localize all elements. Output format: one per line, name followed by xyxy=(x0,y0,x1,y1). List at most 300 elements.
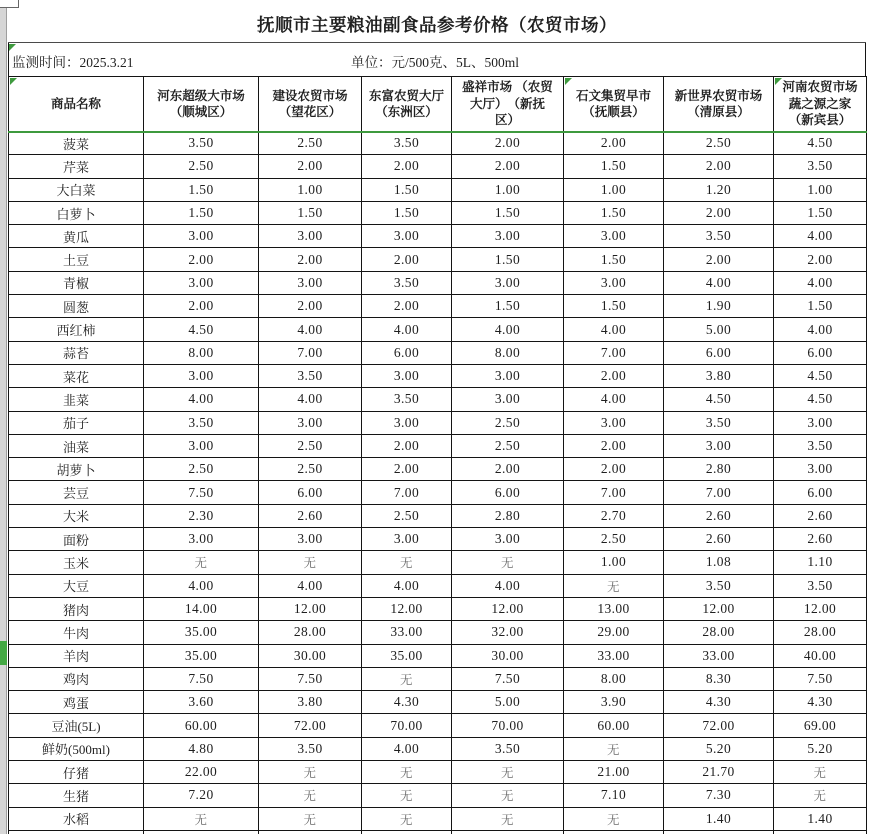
price-cell[interactable]: 无 xyxy=(564,737,664,760)
product-name-cell[interactable]: 圆葱 xyxy=(9,295,144,318)
product-name-cell[interactable]: 面粉 xyxy=(9,528,144,551)
price-cell[interactable]: 4.00 xyxy=(144,574,259,597)
column-header-market[interactable]: 河东超级大市场 （顺城区） xyxy=(144,77,259,132)
price-cell[interactable]: 无 xyxy=(362,667,452,690)
price-cell[interactable]: 2.60 xyxy=(664,528,774,551)
price-cell[interactable]: 1.00 xyxy=(564,178,664,201)
header-row xyxy=(9,77,867,132)
price-cell[interactable]: 7.00 xyxy=(259,341,362,364)
price-cell[interactable]: 72.00 xyxy=(259,714,362,737)
price-cell[interactable]: 2.30 xyxy=(144,504,259,527)
price-cell[interactable] xyxy=(144,830,259,834)
price-cell[interactable]: 5.20 xyxy=(774,737,867,760)
price-cell[interactable]: 3.00 xyxy=(144,434,259,457)
price-cell[interactable]: 7.00 xyxy=(564,481,664,504)
table-row xyxy=(9,737,867,760)
price-cell[interactable]: 28.00 xyxy=(259,621,362,644)
price-cell[interactable]: 无 xyxy=(774,761,867,784)
price-cell[interactable]: 3.00 xyxy=(564,411,664,434)
price-cell[interactable]: 2.50 xyxy=(564,528,664,551)
product-name-cell[interactable]: 大豆 xyxy=(9,574,144,597)
price-cell[interactable]: 30.00 xyxy=(452,644,564,667)
price-cell[interactable]: 7.50 xyxy=(774,667,867,690)
price-cell[interactable]: 3.80 xyxy=(664,364,774,387)
error-marker-icon xyxy=(775,78,782,85)
price-cell[interactable]: 35.00 xyxy=(362,644,452,667)
product-name-cell[interactable]: 土豆 xyxy=(9,248,144,271)
price-cell[interactable]: 3.50 xyxy=(362,388,452,411)
price-cell[interactable]: 12.00 xyxy=(774,597,867,620)
price-cell[interactable]: 2.50 xyxy=(144,155,259,178)
price-cell[interactable]: 4.00 xyxy=(362,574,452,597)
price-cell[interactable]: 无 xyxy=(452,551,564,574)
price-cell[interactable]: 无 xyxy=(774,784,867,807)
product-name-cell[interactable]: 胡萝卜 xyxy=(9,458,144,481)
table-row xyxy=(9,225,867,248)
price-cell[interactable]: 无 xyxy=(362,784,452,807)
product-name-cell[interactable]: 牛肉 xyxy=(9,621,144,644)
price-cell[interactable]: 3.00 xyxy=(452,225,564,248)
price-cell[interactable]: 4.00 xyxy=(564,318,664,341)
price-cell[interactable]: 无 xyxy=(564,574,664,597)
price-cell[interactable]: 3.00 xyxy=(452,271,564,294)
price-cell[interactable]: 2.00 xyxy=(259,295,362,318)
product-name-cell[interactable]: 蒜苔 xyxy=(9,341,144,364)
price-cell[interactable]: 70.00 xyxy=(362,714,452,737)
table-row xyxy=(9,667,867,690)
meta-row xyxy=(8,43,866,76)
price-cell[interactable]: 3.50 xyxy=(774,155,867,178)
price-cell[interactable]: 2.00 xyxy=(664,155,774,178)
table-row xyxy=(9,434,867,457)
price-cell[interactable]: 3.00 xyxy=(144,364,259,387)
price-cell[interactable]: 无 xyxy=(452,761,564,784)
price-cell[interactable]: 1.00 xyxy=(259,178,362,201)
price-cell[interactable] xyxy=(9,830,144,834)
price-cell[interactable]: 3.00 xyxy=(564,225,664,248)
price-cell[interactable]: 4.00 xyxy=(452,574,564,597)
product-name-cell[interactable]: 韭菜 xyxy=(9,388,144,411)
price-cell[interactable]: 3.50 xyxy=(144,132,259,155)
price-cell[interactable]: 3.00 xyxy=(452,528,564,551)
price-cell[interactable]: 3.00 xyxy=(259,528,362,551)
table-row xyxy=(9,364,867,387)
price-cell[interactable]: 3.50 xyxy=(144,411,259,434)
price-cell[interactable]: 4.50 xyxy=(144,318,259,341)
table-row xyxy=(9,574,867,597)
price-cell[interactable]: 5.00 xyxy=(452,691,564,714)
price-cell[interactable]: 3.50 xyxy=(259,364,362,387)
price-cell[interactable]: 1.50 xyxy=(564,248,664,271)
price-cell[interactable]: 4.00 xyxy=(259,318,362,341)
price-cell[interactable]: 2.00 xyxy=(144,295,259,318)
table-row xyxy=(9,318,867,341)
price-cell[interactable]: 4.00 xyxy=(144,388,259,411)
price-cell[interactable]: 2.00 xyxy=(362,248,452,271)
price-cell[interactable]: 无 xyxy=(362,551,452,574)
price-cell[interactable]: 28.00 xyxy=(664,621,774,644)
monitor-time-label[interactable]: 监测时间：2025.3.21 xyxy=(12,55,134,70)
column-header-product-name[interactable]: 商品名称 xyxy=(9,77,144,132)
price-cell[interactable]: 7.30 xyxy=(664,784,774,807)
price-cell[interactable]: 7.00 xyxy=(362,481,452,504)
price-cell[interactable]: 3.90 xyxy=(564,691,664,714)
price-cell[interactable]: 8.00 xyxy=(144,341,259,364)
price-cell[interactable]: 7.00 xyxy=(664,481,774,504)
table-row xyxy=(9,761,867,784)
price-cell[interactable] xyxy=(664,830,774,834)
price-cell[interactable]: 2.00 xyxy=(452,155,564,178)
sheet-content xyxy=(8,0,866,834)
price-cell[interactable]: 1.50 xyxy=(259,201,362,224)
product-name-cell[interactable]: 黄瓜 xyxy=(9,225,144,248)
price-cell[interactable]: 3.00 xyxy=(362,528,452,551)
price-cell[interactable]: 33.00 xyxy=(664,644,774,667)
table-row xyxy=(9,597,867,620)
price-cell[interactable]: 2.00 xyxy=(664,201,774,224)
price-cell[interactable]: 6.00 xyxy=(362,341,452,364)
price-cell[interactable]: 28.00 xyxy=(774,621,867,644)
table-row xyxy=(9,271,867,294)
price-cell[interactable]: 2.00 xyxy=(664,248,774,271)
price-cell[interactable]: 35.00 xyxy=(144,644,259,667)
product-name-cell[interactable]: 豆油(5L) xyxy=(9,714,144,737)
price-cell[interactable]: 33.00 xyxy=(564,644,664,667)
price-cell[interactable] xyxy=(362,830,452,834)
price-cell[interactable]: 1.40 xyxy=(664,807,774,830)
product-name-cell[interactable]: 玉米 xyxy=(9,551,144,574)
price-cell[interactable]: 72.00 xyxy=(664,714,774,737)
price-cell[interactable]: 7.20 xyxy=(144,784,259,807)
price-cell[interactable]: 1.50 xyxy=(362,201,452,224)
price-cell[interactable]: 3.50 xyxy=(362,271,452,294)
table-row xyxy=(9,458,867,481)
price-cell[interactable] xyxy=(259,830,362,834)
price-cell[interactable]: 2.50 xyxy=(664,132,774,155)
price-cell[interactable]: 2.00 xyxy=(774,248,867,271)
price-cell[interactable]: 6.00 xyxy=(664,341,774,364)
price-cell[interactable]: 4.00 xyxy=(774,318,867,341)
product-name-cell[interactable]: 大白菜 xyxy=(9,178,144,201)
price-cell[interactable]: 4.80 xyxy=(144,737,259,760)
price-cell[interactable]: 1.50 xyxy=(564,295,664,318)
price-cell[interactable]: 无 xyxy=(259,761,362,784)
price-cell[interactable]: 3.50 xyxy=(362,132,452,155)
price-cell[interactable]: 2.80 xyxy=(452,504,564,527)
table-row xyxy=(9,784,867,807)
table-row xyxy=(9,807,867,830)
price-cell[interactable]: 2.00 xyxy=(362,458,452,481)
price-cell[interactable]: 3.00 xyxy=(259,271,362,294)
product-name-cell[interactable]: 芹菜 xyxy=(9,155,144,178)
table-row xyxy=(9,411,867,434)
price-cell[interactable]: 1.50 xyxy=(144,178,259,201)
table-row xyxy=(9,201,867,224)
price-cell[interactable]: 12.00 xyxy=(664,597,774,620)
product-name-cell[interactable]: 菜花 xyxy=(9,364,144,387)
table-row xyxy=(9,132,867,155)
price-cell[interactable]: 3.00 xyxy=(452,364,564,387)
price-cell[interactable]: 22.00 xyxy=(144,761,259,784)
price-cell[interactable]: 3.00 xyxy=(564,271,664,294)
price-cell[interactable]: 7.50 xyxy=(144,667,259,690)
price-cell[interactable]: 8.30 xyxy=(664,667,774,690)
price-cell[interactable]: 1.08 xyxy=(664,551,774,574)
price-cell[interactable]: 7.50 xyxy=(259,667,362,690)
price-cell[interactable]: 3.00 xyxy=(362,225,452,248)
price-cell[interactable]: 7.10 xyxy=(564,784,664,807)
price-cell[interactable]: 1.50 xyxy=(452,201,564,224)
price-cell[interactable]: 无 xyxy=(259,784,362,807)
price-cell[interactable]: 1.40 xyxy=(774,807,867,830)
price-cell[interactable]: 4.00 xyxy=(259,388,362,411)
price-cell[interactable]: 2.00 xyxy=(362,434,452,457)
unit-label[interactable]: 单位：元/500克、5L、500ml xyxy=(351,55,519,70)
price-cell[interactable]: 2.50 xyxy=(259,434,362,457)
price-cell[interactable]: 2.60 xyxy=(774,528,867,551)
price-cell[interactable]: 1.50 xyxy=(564,201,664,224)
price-cell[interactable]: 8.00 xyxy=(564,667,664,690)
price-cell[interactable]: 4.50 xyxy=(774,132,867,155)
product-name-cell[interactable]: 西红柿 xyxy=(9,318,144,341)
price-cell[interactable]: 无 xyxy=(362,761,452,784)
price-cell[interactable]: 2.00 xyxy=(452,458,564,481)
price-cell[interactable] xyxy=(774,830,867,834)
price-cell[interactable]: 4.00 xyxy=(774,225,867,248)
column-header-market[interactable]: 东富农贸大厅 （东洲区） xyxy=(362,77,452,132)
price-cell[interactable]: 33.00 xyxy=(362,621,452,644)
price-cell[interactable]: 32.00 xyxy=(452,621,564,644)
product-name-cell[interactable]: 仔猪 xyxy=(9,761,144,784)
price-cell[interactable]: 2.80 xyxy=(664,458,774,481)
price-cell[interactable]: 13.00 xyxy=(564,597,664,620)
page-title: 抚顺市主要粮油副食品参考价格（农贸市场） xyxy=(257,14,617,35)
price-cell[interactable]: 4.00 xyxy=(774,271,867,294)
price-cell[interactable]: 69.00 xyxy=(774,714,867,737)
table-row xyxy=(9,155,867,178)
price-cell[interactable] xyxy=(452,830,564,834)
price-cell[interactable]: 12.00 xyxy=(452,597,564,620)
price-cell[interactable]: 3.80 xyxy=(259,691,362,714)
table-row xyxy=(9,248,867,271)
price-cell[interactable]: 1.00 xyxy=(452,178,564,201)
price-cell[interactable]: 1.20 xyxy=(664,178,774,201)
price-cell[interactable]: 无 xyxy=(452,784,564,807)
price-cell[interactable]: 8.00 xyxy=(452,341,564,364)
price-cell[interactable]: 1.50 xyxy=(452,295,564,318)
price-cell[interactable] xyxy=(564,830,664,834)
row-selection-indicator xyxy=(0,641,7,665)
price-cell[interactable]: 2.60 xyxy=(774,504,867,527)
price-cell[interactable]: 3.50 xyxy=(664,225,774,248)
price-cell[interactable]: 无 xyxy=(144,551,259,574)
price-cell[interactable]: 29.00 xyxy=(564,621,664,644)
price-table xyxy=(8,76,867,834)
price-cell[interactable]: 1.50 xyxy=(144,201,259,224)
price-cell[interactable]: 1.10 xyxy=(774,551,867,574)
price-cell[interactable]: 1.50 xyxy=(774,201,867,224)
price-cell[interactable]: 7.50 xyxy=(144,481,259,504)
product-name-cell[interactable]: 大米 xyxy=(9,504,144,527)
price-cell[interactable]: 2.00 xyxy=(362,155,452,178)
price-cell[interactable]: 2.00 xyxy=(564,132,664,155)
price-cell[interactable]: 4.00 xyxy=(362,737,452,760)
product-name-cell[interactable]: 鲜奶(500ml) xyxy=(9,737,144,760)
product-name-cell[interactable]: 生猪 xyxy=(9,784,144,807)
price-cell[interactable]: 1.00 xyxy=(774,178,867,201)
product-name-cell[interactable]: 羊肉 xyxy=(9,644,144,667)
price-cell[interactable]: 1.00 xyxy=(564,551,664,574)
price-cell[interactable]: 12.00 xyxy=(259,597,362,620)
price-cell[interactable]: 2.50 xyxy=(362,504,452,527)
price-cell[interactable]: 3.00 xyxy=(259,225,362,248)
price-cell[interactable]: 2.00 xyxy=(452,132,564,155)
price-cell[interactable]: 4.50 xyxy=(774,364,867,387)
product-name-cell[interactable]: 水稻 xyxy=(9,807,144,830)
price-cell[interactable]: 4.00 xyxy=(259,574,362,597)
row-header-gutter[interactable] xyxy=(0,0,7,834)
price-cell[interactable]: 3.50 xyxy=(452,737,564,760)
price-cell[interactable]: 3.00 xyxy=(362,411,452,434)
table-row xyxy=(9,830,867,834)
price-cell[interactable]: 3.50 xyxy=(774,434,867,457)
product-name-cell[interactable]: 油菜 xyxy=(9,434,144,457)
price-cell[interactable]: 无 xyxy=(259,551,362,574)
price-cell[interactable]: 7.50 xyxy=(452,667,564,690)
price-cell[interactable]: 2.50 xyxy=(452,434,564,457)
price-cell[interactable]: 2.70 xyxy=(564,504,664,527)
price-cell[interactable]: 2.60 xyxy=(664,504,774,527)
price-cell[interactable]: 6.00 xyxy=(452,481,564,504)
price-cell[interactable]: 3.50 xyxy=(774,574,867,597)
column-header-market[interactable]: 石文集贸早市 （抚顺县） xyxy=(564,77,664,132)
price-cell[interactable]: 4.30 xyxy=(362,691,452,714)
price-cell[interactable]: 4.00 xyxy=(664,271,774,294)
table-row xyxy=(9,504,867,527)
price-cell[interactable]: 4.00 xyxy=(564,388,664,411)
price-cell[interactable]: 4.00 xyxy=(452,318,564,341)
price-cell[interactable]: 3.50 xyxy=(259,737,362,760)
price-cell[interactable]: 70.00 xyxy=(452,714,564,737)
price-cell[interactable]: 3.60 xyxy=(144,691,259,714)
price-cell[interactable]: 无 xyxy=(144,807,259,830)
price-cell[interactable]: 4.00 xyxy=(362,318,452,341)
price-cell[interactable]: 21.00 xyxy=(564,761,664,784)
price-cell[interactable]: 4.50 xyxy=(774,388,867,411)
price-cell[interactable]: 60.00 xyxy=(564,714,664,737)
price-cell[interactable]: 无 xyxy=(564,807,664,830)
price-cell[interactable]: 7.00 xyxy=(564,341,664,364)
error-marker-icon xyxy=(10,78,17,85)
price-cell[interactable]: 5.20 xyxy=(664,737,774,760)
price-cell[interactable]: 2.00 xyxy=(362,295,452,318)
product-name-cell[interactable]: 白萝卜 xyxy=(9,201,144,224)
price-cell[interactable]: 1.50 xyxy=(774,295,867,318)
price-cell[interactable]: 3.50 xyxy=(664,574,774,597)
table-row xyxy=(9,621,867,644)
price-cell[interactable]: 5.00 xyxy=(664,318,774,341)
price-cell[interactable]: 2.50 xyxy=(144,458,259,481)
table-row xyxy=(9,341,867,364)
price-cell[interactable]: 60.00 xyxy=(144,714,259,737)
price-cell[interactable]: 2.60 xyxy=(259,504,362,527)
price-cell[interactable]: 2.00 xyxy=(564,434,664,457)
product-name-cell[interactable]: 鸡肉 xyxy=(9,667,144,690)
title-cell[interactable] xyxy=(8,0,866,43)
price-cell[interactable]: 6.00 xyxy=(774,481,867,504)
price-cell[interactable]: 2.50 xyxy=(259,132,362,155)
column-header-market[interactable]: 河南农贸市场 蔬之源之家 （新宾县） xyxy=(774,77,867,132)
error-marker-icon xyxy=(9,44,16,51)
price-cell[interactable]: 4.50 xyxy=(664,388,774,411)
table-row xyxy=(9,481,867,504)
column-header-market[interactable]: 新世界农贸市场 （清原县） xyxy=(664,77,774,132)
product-name-cell[interactable]: 鸡蛋 xyxy=(9,691,144,714)
price-cell[interactable]: 无 xyxy=(362,807,452,830)
table-row xyxy=(9,178,867,201)
product-name-cell[interactable]: 菠菜 xyxy=(9,132,144,155)
price-cell[interactable]: 35.00 xyxy=(144,621,259,644)
price-cell[interactable]: 2.50 xyxy=(452,411,564,434)
error-marker-icon xyxy=(565,78,572,85)
price-cell[interactable]: 21.70 xyxy=(664,761,774,784)
price-cell[interactable]: 无 xyxy=(452,807,564,830)
price-cell[interactable]: 2.50 xyxy=(259,458,362,481)
price-cell[interactable]: 1.90 xyxy=(664,295,774,318)
table-row xyxy=(9,528,867,551)
price-cell[interactable]: 3.00 xyxy=(144,225,259,248)
price-cell[interactable]: 3.00 xyxy=(144,528,259,551)
price-cell[interactable]: 无 xyxy=(259,807,362,830)
product-name-cell[interactable]: 青椒 xyxy=(9,271,144,294)
price-cell[interactable]: 2.00 xyxy=(564,458,664,481)
price-cell[interactable]: 1.50 xyxy=(452,248,564,271)
price-cell[interactable]: 3.00 xyxy=(259,411,362,434)
price-cell[interactable]: 3.00 xyxy=(774,411,867,434)
price-cell[interactable]: 3.00 xyxy=(774,458,867,481)
table-row xyxy=(9,295,867,318)
product-name-cell[interactable]: 猪肉 xyxy=(9,597,144,620)
table-row xyxy=(9,551,867,574)
price-cell[interactable]: 1.50 xyxy=(564,155,664,178)
column-header-market[interactable]: 建设农贸市场 （望花区） xyxy=(259,77,362,132)
price-cell[interactable]: 6.00 xyxy=(259,481,362,504)
table-row xyxy=(9,388,867,411)
price-cell[interactable]: 2.00 xyxy=(259,248,362,271)
price-cell[interactable]: 2.00 xyxy=(564,364,664,387)
column-header-market[interactable]: 盛祥市场 （农贸 大厅） （新抚 区） xyxy=(452,77,564,132)
price-cell[interactable]: 40.00 xyxy=(774,644,867,667)
price-cell[interactable]: 3.50 xyxy=(664,411,774,434)
table-row xyxy=(9,691,867,714)
price-cell[interactable]: 2.00 xyxy=(259,155,362,178)
product-name-cell[interactable]: 芸豆 xyxy=(9,481,144,504)
price-cell[interactable]: 2.00 xyxy=(144,248,259,271)
price-cell[interactable]: 12.00 xyxy=(362,597,452,620)
price-cell[interactable]: 3.00 xyxy=(452,388,564,411)
price-cell[interactable]: 14.00 xyxy=(144,597,259,620)
price-cell[interactable]: 3.00 xyxy=(664,434,774,457)
price-cell[interactable]: 3.00 xyxy=(144,271,259,294)
price-cell[interactable]: 6.00 xyxy=(774,341,867,364)
price-cell[interactable]: 3.00 xyxy=(362,364,452,387)
product-name-cell[interactable]: 茄子 xyxy=(9,411,144,434)
table-row xyxy=(9,644,867,667)
price-cell[interactable]: 4.30 xyxy=(664,691,774,714)
price-cell[interactable]: 1.50 xyxy=(362,178,452,201)
price-cell[interactable]: 4.30 xyxy=(774,691,867,714)
price-cell[interactable]: 30.00 xyxy=(259,644,362,667)
